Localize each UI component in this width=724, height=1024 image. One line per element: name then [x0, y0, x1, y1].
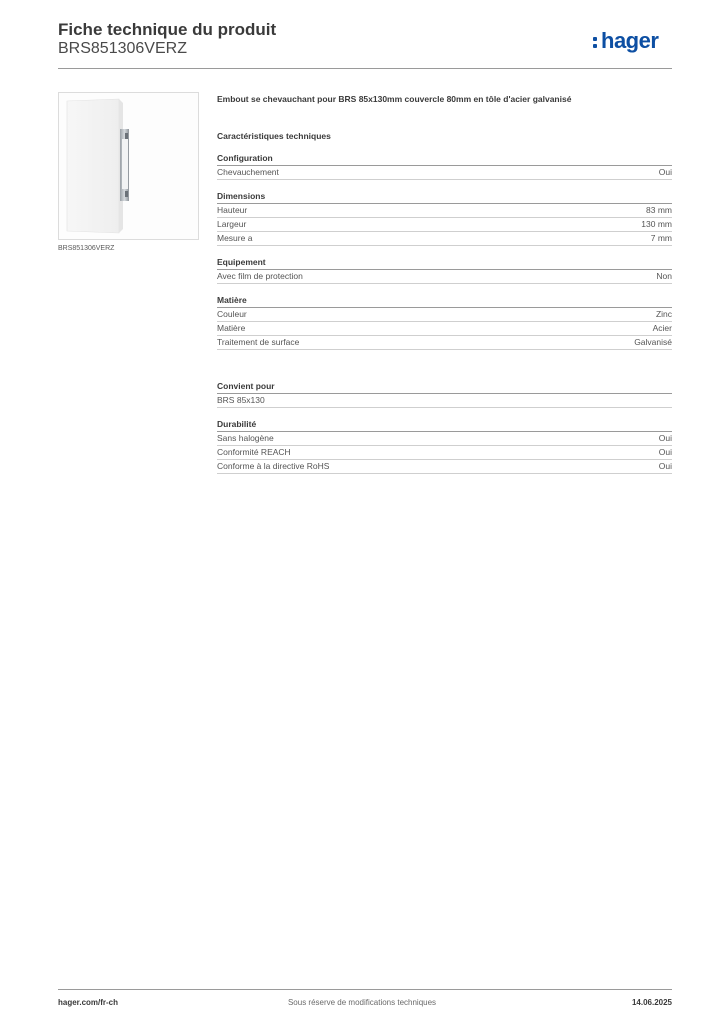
spec-row	[217, 308, 672, 322]
spec-section-matiere	[217, 294, 672, 350]
spec-value: Oui	[658, 433, 672, 443]
product-image	[58, 92, 199, 240]
spec-label: Hauteur	[217, 205, 248, 215]
spec-row	[217, 336, 672, 350]
spec-value: Oui	[658, 461, 672, 471]
spec-row	[217, 218, 672, 232]
spec-value: Galvanisé	[634, 337, 672, 347]
spec-row	[217, 166, 672, 180]
spec-row	[217, 460, 672, 474]
section-title: Equipement	[217, 256, 672, 270]
spec-section-convient-pour	[217, 380, 672, 408]
spec-label: Traitement de surface	[217, 337, 300, 347]
footer-divider	[58, 989, 672, 990]
spec-value: Zinc	[655, 309, 672, 319]
spec-section-equipement	[217, 256, 672, 284]
spec-label: Matière	[217, 323, 246, 333]
logo-colon-icon	[593, 34, 599, 48]
section-title: Dimensions	[217, 190, 672, 204]
spec-label: Avec film de protection	[217, 271, 303, 281]
hager-logo	[593, 28, 675, 54]
spec-value: 83 mm	[646, 205, 672, 215]
spec-label: Conforme à la directive RoHS	[217, 461, 330, 471]
spec-row	[217, 232, 672, 246]
spec-label: Chevauchement	[217, 167, 279, 177]
spec-value: Acier	[652, 323, 672, 333]
footer-date: 14.06.2025	[631, 998, 672, 1007]
product-illustration	[59, 93, 198, 239]
spec-value: 130 mm	[641, 219, 672, 229]
page-title: Fiche technique du produit	[58, 20, 277, 39]
logo-text: hager	[601, 28, 659, 53]
section-title: Convient pour	[217, 380, 672, 394]
footer-notice: Sous réserve de modifications techniques	[287, 998, 437, 1007]
spec-value: Non	[656, 271, 672, 281]
section-title: Durabilité	[217, 418, 672, 432]
spec-section-configuration	[217, 152, 672, 180]
spec-section-durabilite	[217, 418, 672, 474]
product-description: Embout se chevauchant pour BRS 85x130mm couvercle 80mm en tôle d'acier galvanisé	[217, 94, 572, 104]
footer-website-link[interactable]: hager.com/fr-ch	[58, 998, 119, 1007]
spec-row	[217, 204, 672, 218]
spec-label: Largeur	[217, 219, 247, 229]
spec-row	[217, 270, 672, 284]
section-title: Matière	[217, 294, 672, 308]
spec-row	[217, 446, 672, 460]
spec-label: BRS 85x130	[217, 395, 265, 405]
spec-label: Mesure a	[217, 233, 253, 243]
section-title: Configuration	[217, 152, 672, 166]
spec-content	[217, 92, 672, 474]
spec-value: Oui	[658, 447, 672, 457]
spec-row	[217, 322, 672, 336]
product-reference: BRS851306VERZ	[58, 40, 187, 57]
spec-row	[217, 432, 672, 446]
spec-value: Oui	[658, 167, 672, 177]
spec-label: Conformité REACH	[217, 447, 291, 457]
spec-label: Sans halogène	[217, 433, 274, 443]
spec-value: 7 mm	[650, 233, 672, 243]
header-divider	[58, 68, 672, 69]
spec-section-dimensions	[217, 190, 672, 246]
spec-label: Couleur	[217, 309, 247, 319]
technical-heading: Caractéristiques techniques	[217, 131, 331, 141]
spec-row	[217, 394, 672, 408]
image-caption: BRS851306VERZ	[58, 245, 115, 252]
